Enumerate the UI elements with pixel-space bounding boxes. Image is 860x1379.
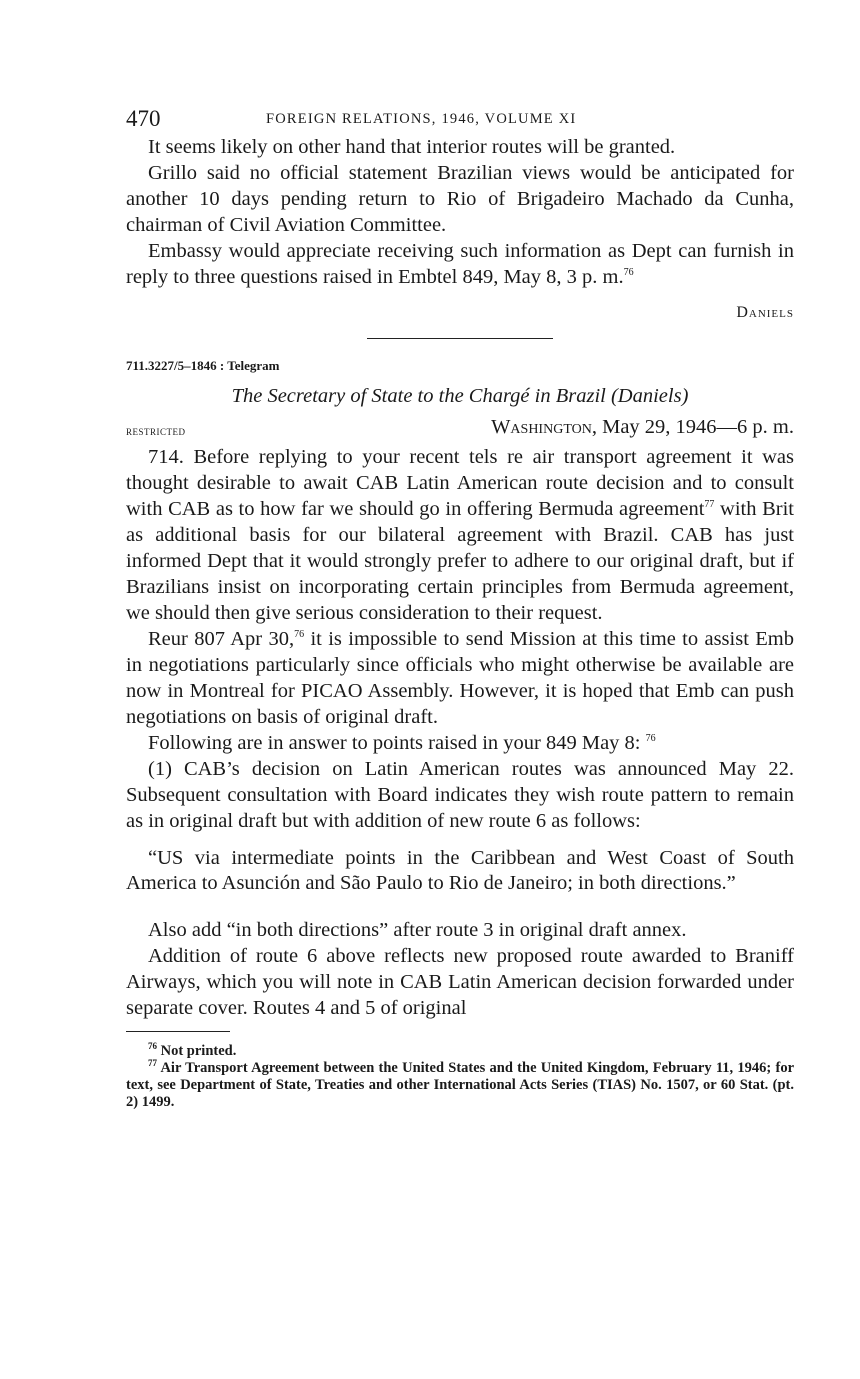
previous-paragraph-2: Grillo said no official statement Brazilian views would be anticipated for another 10 days pending return to Rio of Brigadeiro Machado da Cunha, chairman of Civil Aviation Committee. <box>126 162 794 236</box>
footnote-number: 77 <box>148 1058 157 1069</box>
file-reference: 711.3227/5–1846 : Telegram <box>126 358 280 373</box>
dateline <box>126 416 794 444</box>
document-page <box>126 100 794 1111</box>
footnote-77 <box>126 1060 794 1111</box>
footnote-ref: 76 <box>645 733 656 745</box>
body-paragraph-2-part-b: it is impossible to send Mission at this time to assist Emb in negotiations particularly since officials who might otherwise be available are now in Montreal for PICAO Assembly. However, it is hoped that Emb can push negotiations on basis of original draft. <box>126 628 794 728</box>
route-quote: “US via intermediate points in the Caribbean and West Coast of South America to Asunción and São Paulo to Rio de Janeiro; in both directions.” <box>126 847 794 894</box>
footnote-ref: 77 <box>704 499 715 511</box>
page-number: 470 <box>126 106 161 131</box>
running-head <box>126 100 794 134</box>
footnote-text: Air Transport Agreement between the United States and the United Kingdom, February 11, 1946; for text, see Department of State, Treaties and other International Acts Series (TIAS) No. 1507, or 60 Stat. (pt. 2) 1499. <box>126 1060 794 1110</box>
footnote-76 <box>126 1043 794 1060</box>
body-paragraph-1-part-b: with Brit as additional basis for our bilateral agreement with Brazil. CAB has just informed Dept that it would strongly prefer to adhere to our original draft, but if Brazilians insist on incorporating certain principles from Bermuda agreement, we should then give serious consideration to their request. <box>126 498 794 624</box>
previous-paragraph-1: It seems likely on other hand that interior routes will be granted. <box>148 136 676 158</box>
footnote-divider <box>126 1031 230 1032</box>
footnote-number: 76 <box>148 1041 157 1052</box>
body-paragraph-1 <box>126 444 794 626</box>
body-paragraph-4: (1) CAB’s decision on Latin American routes was announced May 22. Subsequent consultation with Board indicates they wish route pattern to remain as in original draft but with addition of new route 6 as follows: <box>126 758 794 832</box>
place-date <box>491 416 794 439</box>
body-paragraph-2 <box>126 626 794 730</box>
previous-paragraph-3 <box>126 238 794 290</box>
footnote-text: Not printed. <box>160 1043 237 1059</box>
body-paragraph-1-part-a: 714. Before replying to your recent tels re air transport agreement it was thought desirable to await CAB Latin American route decision and to consult with CAB as to how far we should go in offering Bermuda agreement <box>126 446 794 520</box>
previous-paragraph-3-text: Embassy would appreciate receiving such information as Dept can furnish in reply to three questions raised in Embtel 849, May 8, 3 p. m. <box>126 240 794 288</box>
footnote-ref: 76 <box>623 267 634 279</box>
body-paragraph-5: Also add “in both directions” after route 3 in original draft annex. <box>148 919 687 941</box>
signature: Daniels <box>736 304 794 321</box>
section-divider <box>367 338 553 339</box>
footnote-ref: 76 <box>294 629 305 641</box>
body-paragraph-6: Addition of route 6 above reflects new proposed route awarded to Braniff Airways, which you will note in CAB Latin American decision forwarded under separate cover. Routes 4 and 5 of original <box>126 945 794 1019</box>
date: , May 29, 1946—6 p. m. <box>591 416 794 438</box>
document-heading: The Secretary of State to the Chargé in Brazil (Daniels) <box>231 385 689 407</box>
classification-label: restricted <box>126 423 186 438</box>
footnotes <box>126 1043 794 1111</box>
body-paragraph-3 <box>126 730 794 756</box>
place: Washington <box>491 416 592 438</box>
body-paragraph-2-part-a: Reur 807 Apr 30, <box>148 628 295 650</box>
running-title: FOREIGN RELATIONS, 1946, VOLUME XI <box>266 111 577 127</box>
body-paragraph-3-text: Following are in answer to points raised in your 849 May 8: <box>148 732 641 754</box>
